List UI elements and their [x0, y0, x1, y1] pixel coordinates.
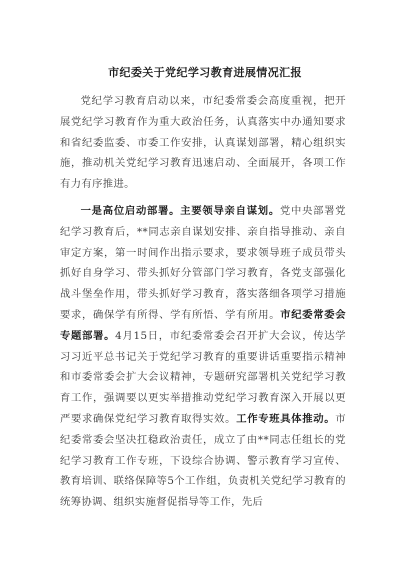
text-taskforce: 市纪委常委会坚决扛稳政治责任，成立了由**同志任组长的党纪学习教育工作专班，下设综合协调、警示教育学习宣传、教育培训、联络保障等5个工作组，负责机关党纪学习教育的统筹协调、组织实施督促指导等工作，先后: [60, 412, 346, 509]
section-paragraph: [60, 201, 346, 513]
document-title: 市纪委关于党纪学习教育进展情况汇报: [108, 66, 302, 79]
text-committee: 4月15日，市纪委常委会召开扩大会议，传达学习习近平总书记关于党纪学习教育的重要讲话重要指示精神和市委常委会扩大会议精神，专题研究部署机关党纪学习教育工作，强调要以更实举措推动党纪学习教育深入开展以更严要求确保党纪学习教育取得实效。: [60, 329, 347, 425]
text-leaders: 党中央部署党纪学习教育后，**同志亲自谋划安排、亲自指导推动、亲自审定方案，第一时间作出指示要求，要求领导班子成员带头抓好自身学习、带头抓好分管部门学习教育，各党支部强化战斗堡垒作用，带头抓好学习教育，落实落细各项学习措施要求，确保学有所得、学有所悟、学有所用。: [60, 204, 347, 321]
subheading-committee: 市纪委常委会专题部署。: [60, 308, 347, 342]
section-heading: 一是高位启动部署。: [80, 204, 181, 217]
subheading-taskforce: 工作专班具体推动。: [236, 412, 336, 425]
subheading-leaders: 主要领导亲自谋划。: [180, 204, 280, 217]
document-body: [60, 91, 346, 513]
intro-paragraph: 党纪学习教育启动以来，市纪委常委会高度重视，把开展党纪学习教育作为重大政治任务，认真落实中办通知要求和省纪委监委、市委工作安排，认真谋划部署，精心组织实施，推动机关党纪学习教育迅速启动、全面展开，各项工作有力有序推进。: [60, 95, 346, 191]
